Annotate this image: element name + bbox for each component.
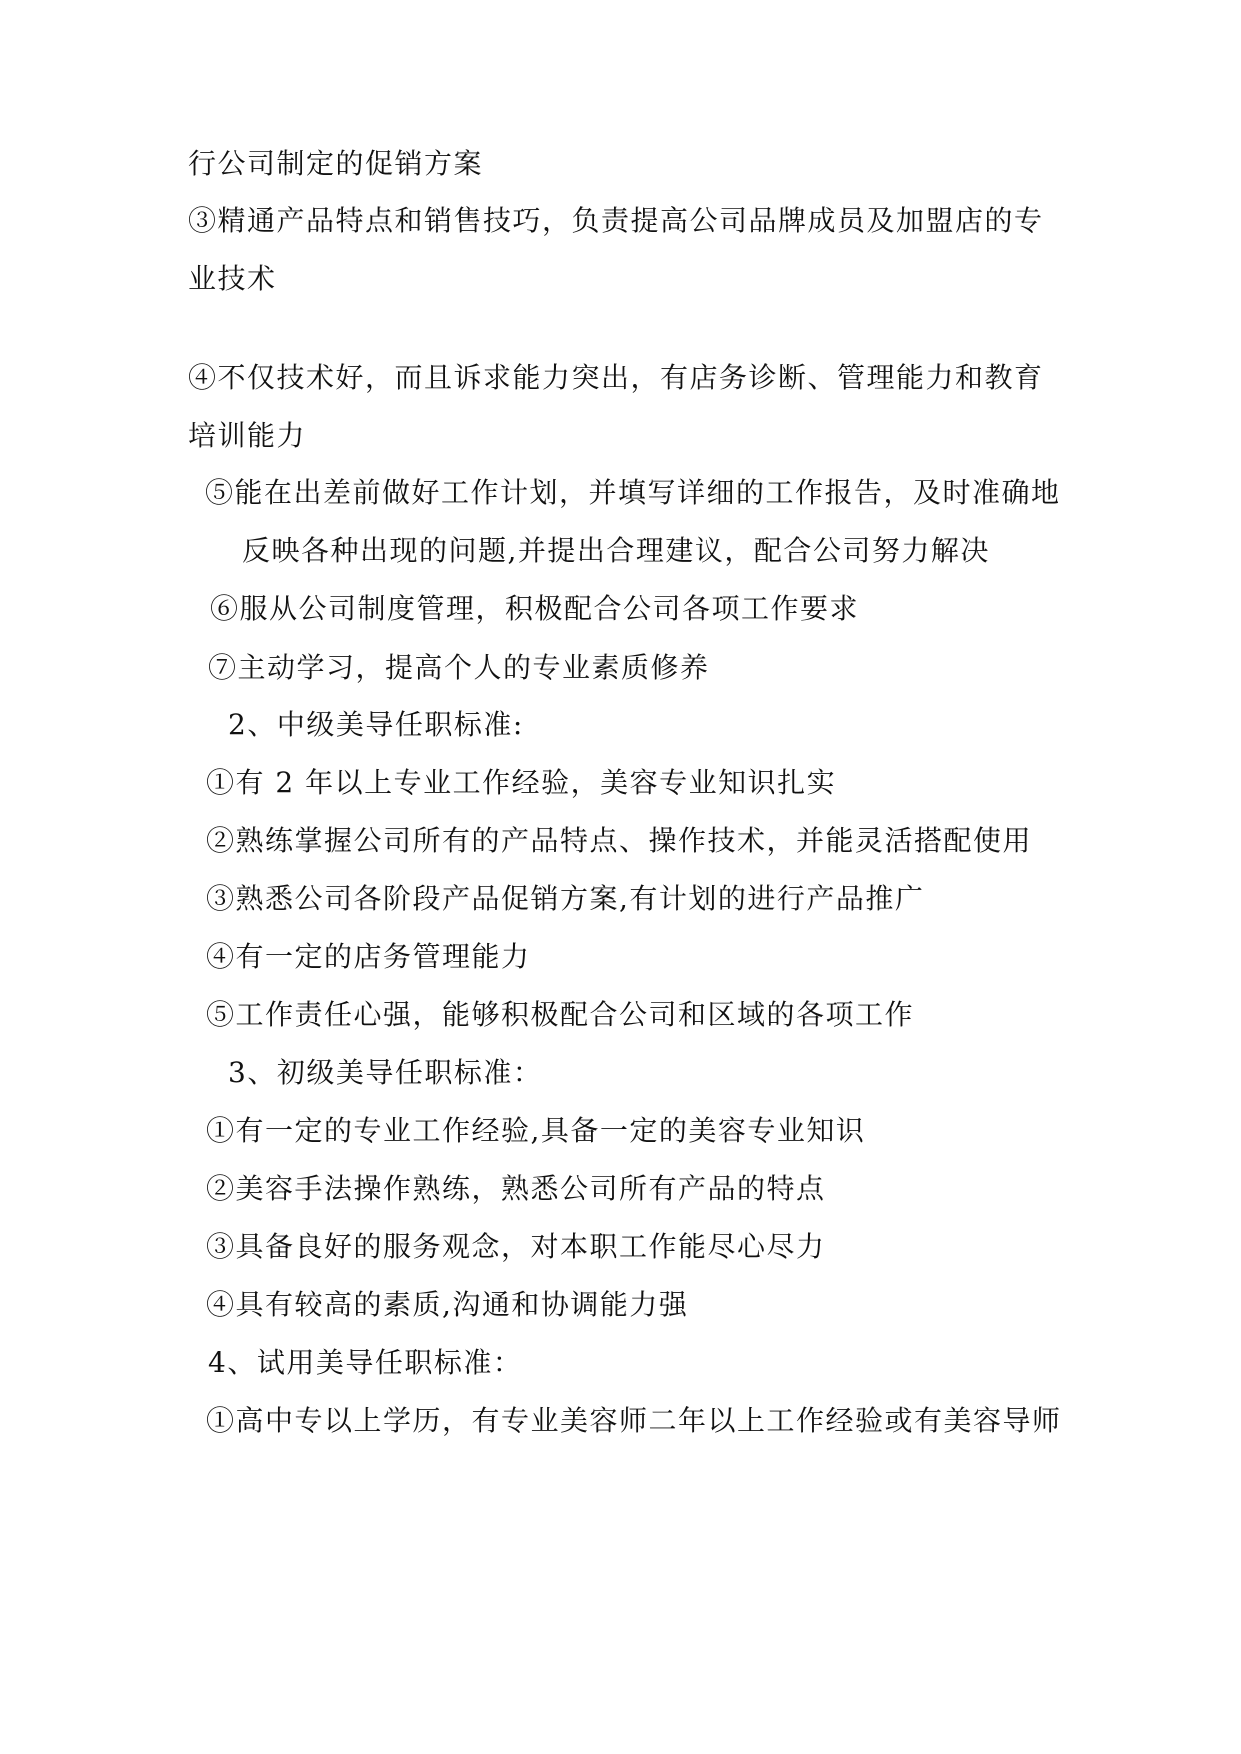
text-line: ③具备良好的服务观念，对本职工作能尽心尽力 (206, 1230, 826, 1263)
text-line: ②熟练掌握公司所有的产品特点、操作技术，并能灵活搭配使用 (206, 824, 1033, 857)
section-heading: 4、试用美导任职标准： (208, 1346, 523, 1379)
text-line: ⑤工作责任心强，能够积极配合公司和区域的各项工作 (206, 998, 915, 1031)
text-line: ③熟悉公司各阶段产品促销方案,有计划的进行产品推广 (206, 882, 925, 915)
text-line: ②美容手法操作熟练，熟悉公司所有产品的特点 (206, 1172, 826, 1205)
text-line: 反映各种出现的问题,并提出合理建议，配合公司努力解决 (242, 534, 990, 567)
text-line: ⑦主动学习，提高个人的专业素质修养 (208, 651, 710, 684)
text-line: ①有一定的专业工作经验,具备一定的美容专业知识 (206, 1114, 866, 1147)
text-line: ④不仅技术好，而且诉求能力突出，有店务诊断、管理能力和教育 (188, 361, 1044, 394)
section-heading: 3、初级美导任职标准： (228, 1056, 543, 1089)
text-line: ④有一定的店务管理能力 (206, 940, 531, 973)
text-line: ⑤能在出差前做好工作计划，并填写详细的工作报告，及时准确地 (205, 476, 1061, 509)
text-line: 业技术 (188, 262, 277, 295)
text-line: ①有 2 年以上专业工作经验，美容专业知识扎实 (206, 766, 837, 799)
text-line: 培训能力 (188, 419, 307, 452)
text-line: ⑥服从公司制度管理，积极配合公司各项工作要求 (210, 592, 860, 625)
text-line: 行公司制定的促销方案 (188, 147, 484, 180)
text-line: ①高中专以上学历，有专业美容师二年以上工作经验或有美容导师 (206, 1404, 1062, 1437)
text-line: ④具有较高的素质,沟通和协调能力强 (206, 1288, 689, 1321)
section-heading: 2、中级美导任职标准: (228, 708, 524, 741)
text-line: ③精通产品特点和销售技巧，负责提高公司品牌成员及加盟店的专 (188, 204, 1044, 237)
